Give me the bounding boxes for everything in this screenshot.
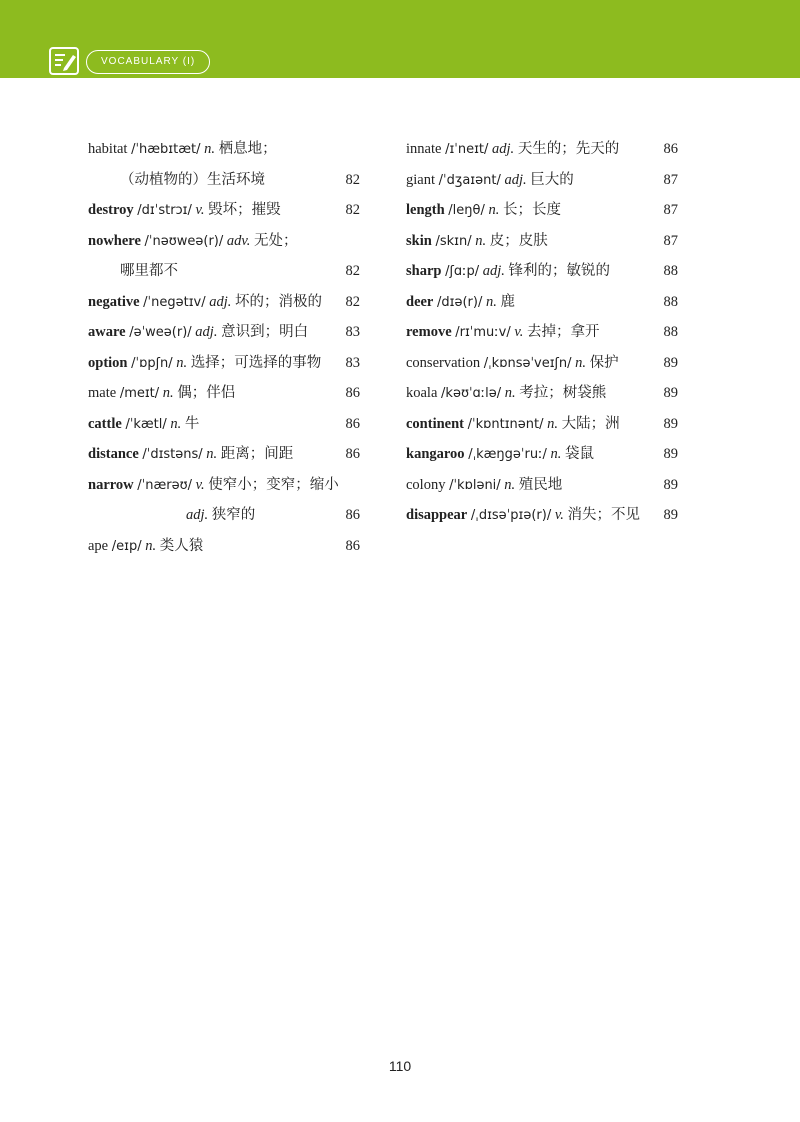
phonetic: /kəʊˈɑːlə/ [441,386,502,401]
vocab-entry [88,378,360,409]
headword: remove [406,324,452,340]
meaning: 牛 [184,415,200,432]
meaning: 鹿 [500,293,515,310]
meaning: 哪里都不 [120,263,178,279]
entry-page-ref: 87 [663,232,678,249]
phonetic: /ˈnærəʊ/ [137,477,192,493]
entry-page-ref: 88 [663,324,678,340]
entry-text [88,134,277,166]
headword: aware [88,324,126,340]
phonetic: /ˈhæbɪtæt/ [131,142,201,157]
meaning: 毁坏；摧毁 [208,202,281,218]
meaning: 巨大的 [530,171,574,188]
vocab-entry [88,500,360,531]
meaning: 大陆；洲 [561,415,620,432]
entry-text [406,500,640,532]
part-of-speech: n. [145,537,157,554]
meaning: 选择；可选择的事物 [190,354,322,371]
entry-page-ref: 83 [345,324,360,340]
headword: disappear [406,507,468,523]
entry-page-ref: 86 [345,446,360,462]
phonetic: /ˈɒpʃn/ [131,355,173,371]
meaning: 考拉；树袋熊 [519,385,607,401]
headword: kangaroo [406,446,465,462]
entry-text [186,500,255,531]
entry-page-ref: 87 [663,202,678,218]
headword: colony [406,476,446,493]
entry-page-ref: 86 [345,385,360,401]
entry-text [406,348,619,380]
entry-text [88,378,235,410]
part-of-speech: v. [554,507,564,523]
vocab-entry [406,500,678,531]
entry-text [88,317,308,349]
phonetic: /əˈweə(r)/ [129,325,192,340]
phonetic: /rɪˈmuːv/ [455,325,511,340]
phonetic: /ˌdɪsəˈpɪə(r)/ [470,508,552,523]
vocab-entry [406,134,678,165]
part-of-speech: n. [575,354,587,371]
vocab-entry [406,378,678,409]
vocab-entry [88,195,360,226]
part-of-speech: v. [195,476,205,493]
entry-page-ref: 89 [663,385,678,401]
meaning: 狭窄的 [211,507,256,523]
headword: narrow [88,476,134,493]
phonetic: /ˈkɒləni/ [449,477,501,493]
phonetic: /dɪə(r)/ [437,294,483,310]
vocab-entry [88,348,360,379]
entry-text [406,134,619,166]
vocab-entry [406,439,678,470]
phonetic: /ˈnəʊweə(r)/ [144,233,224,249]
entry-text [120,165,265,196]
headword: giant [406,171,435,188]
vocab-entry [88,165,360,196]
headword: skin [406,232,432,249]
vocab-entry [406,470,678,501]
part-of-speech: n. [162,385,174,401]
headword: koala [406,385,438,401]
headword: continent [406,415,464,432]
part-of-speech: n. [488,202,500,218]
part-of-speech: n. [206,446,218,462]
part-of-speech: n. [547,415,558,432]
part-of-speech: n. [504,476,516,493]
meaning: 偶；伴侣 [177,385,236,401]
headword: length [406,202,445,218]
entry-page-ref: 86 [345,415,360,432]
vocab-entry [88,531,360,562]
entry-page-ref: 83 [345,354,360,371]
headword: sharp [406,263,442,279]
entry-page-ref: 86 [663,141,678,157]
meaning: 保护 [589,354,619,371]
entry-text [120,256,178,287]
entry-page-ref: 89 [663,354,678,371]
entry-page-ref: 89 [663,415,678,432]
entry-page-ref: 82 [345,293,360,310]
vocab-entry [406,226,678,257]
meaning: 意识到；明白 [221,324,309,340]
entry-text [406,378,606,410]
headword: distance [88,446,139,462]
entry-page-ref: 88 [663,263,678,279]
part-of-speech: adj. [186,507,209,523]
entry-page-ref: 89 [663,476,678,493]
entry-text [88,470,339,502]
entry-text [406,409,620,441]
part-of-speech: n. [204,141,215,157]
meaning: 去掉；拿开 [527,324,600,340]
headword: ape [88,537,109,554]
headword: deer [406,293,434,310]
section-label: VOCABULARY (I) [86,50,210,74]
entry-text [406,256,610,288]
entry-text [88,439,293,471]
vocab-entry [406,348,678,379]
headword: cattle [88,415,122,432]
vocab-entry [406,409,678,440]
meaning: 皮；皮肤 [489,232,548,249]
vocab-entry [88,439,360,470]
entry-page-ref: 82 [345,171,360,188]
part-of-speech: n. [504,385,516,401]
headword: destroy [88,202,134,218]
meaning: 天生的；先天的 [517,141,620,157]
entry-text [406,317,600,349]
part-of-speech: v. [195,202,205,218]
meaning: 类人猿 [159,537,204,554]
vocab-entry [406,317,678,348]
phonetic: /ˌkæŋgəˈruː/ [468,447,547,462]
entry-text [88,348,321,380]
entry-page-ref: 82 [345,202,360,218]
part-of-speech: v. [514,324,524,340]
meaning: 锋利的；敏锐的 [508,263,611,279]
entry-text [406,470,562,502]
entry-text [88,409,199,441]
phonetic: /ˌkɒnsəˈveɪʃn/ [483,355,572,371]
edit-note-icon [49,47,79,75]
phonetic: /ˈkɒntɪnənt/ [467,416,544,432]
vocab-entry [88,470,360,501]
phonetic: /skɪn/ [435,233,472,249]
phonetic: /leŋθ/ [448,203,485,218]
entry-text [88,195,281,227]
meaning: （动植物的）生活环境 [120,171,265,188]
part-of-speech: n. [475,232,487,249]
vocabulary-column-left [88,134,360,561]
page-number: 110 [388,1058,412,1074]
phonetic: /dɪˈstrɔɪ/ [137,203,192,218]
entry-text [406,195,561,227]
vocabulary-column-right [406,134,678,531]
vocab-entry [406,256,678,287]
meaning: 使窄小；变窄；缩小 [208,476,339,493]
entry-text [88,531,203,563]
phonetic: /ˈdɪstəns/ [142,447,203,462]
vocab-entry [406,195,678,226]
meaning: 消失；不见 [567,507,640,523]
headword: habitat [88,141,128,157]
vocab-entry [406,287,678,318]
vocab-entry [88,409,360,440]
entry-text [88,287,322,319]
vocab-entry [88,317,360,348]
part-of-speech: adj. [209,293,232,310]
phonetic: /ɪˈneɪt/ [445,142,489,157]
part-of-speech: n. [550,446,562,462]
part-of-speech: n. [485,293,497,310]
phonetic: /ˈkætl/ [125,416,167,432]
part-of-speech: adj. [195,324,218,340]
phonetic: /ˈdʒaɪənt/ [438,172,501,188]
meaning: 距离；间距 [220,446,294,462]
part-of-speech: n. [170,415,182,432]
entry-page-ref: 89 [663,507,678,523]
header-bar [0,0,800,78]
part-of-speech: adj. [482,263,505,279]
vocab-entry [88,226,360,257]
entry-page-ref: 86 [345,507,360,523]
meaning: 袋鼠 [564,446,594,462]
meaning: 栖息地； [218,141,277,157]
entry-text [406,226,548,258]
vocab-entry [88,134,360,165]
entry-page-ref: 82 [345,263,360,279]
headword: option [88,354,128,371]
entry-text [406,439,594,471]
vocab-entry [406,165,678,196]
part-of-speech: adj. [504,171,527,188]
vocab-entry [88,287,360,318]
phonetic: /ʃɑːp/ [445,264,480,279]
meaning: 坏的；消极的 [235,293,323,310]
part-of-speech: adv. [226,232,251,249]
phonetic: /meɪt/ [119,386,160,401]
vocab-entry [88,256,360,287]
entry-page-ref: 87 [663,171,678,188]
entry-page-ref: 88 [663,293,678,310]
phonetic: /ˈnegətɪv/ [143,294,206,310]
headword: innate [406,141,442,157]
entry-text [88,226,298,258]
headword: negative [88,293,140,310]
meaning: 无处； [254,232,298,249]
meaning: 长；长度 [502,202,561,218]
entry-text [406,165,574,197]
headword: conservation [406,354,481,371]
phonetic: /eɪp/ [111,538,142,554]
entry-text [406,287,515,319]
entry-page-ref: 89 [663,446,678,462]
part-of-speech: n. [176,354,188,371]
headword: mate [88,385,117,401]
entry-page-ref: 86 [345,537,360,554]
meaning: 殖民地 [518,476,563,493]
part-of-speech: adj. [492,141,515,157]
headword: nowhere [88,232,141,249]
